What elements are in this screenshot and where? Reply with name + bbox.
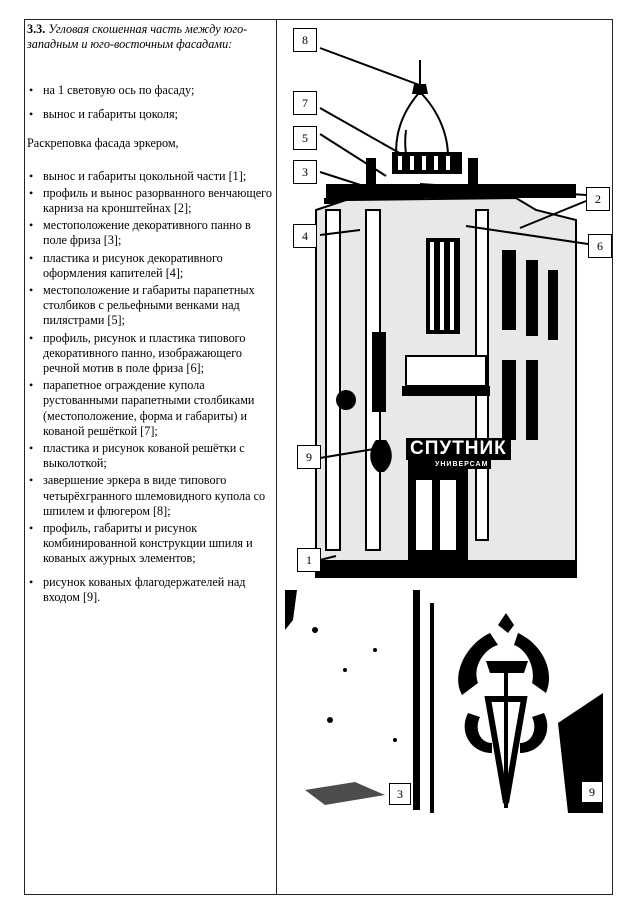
list-item: • завершение эркера в виде типового четырёхгранного шлемовидного купола со шпилем и флюгером [8]; — [27, 473, 273, 519]
store-sign-sub: УНИВЕРСАМ — [435, 461, 489, 468]
list-item: • профиль, габариты и рисунок комбинированной конструкции шпиля и кованых ажурных элементов; — [27, 521, 273, 567]
callout-5: 5 — [293, 126, 317, 150]
list-item: • местоположение декоративного панно в поле фриза [3]; — [27, 218, 273, 248]
subheading: Раскреповка фасада эркером, — [27, 136, 179, 151]
list-item: • пластика и рисунок декоративного оформления капителей [4]; — [27, 251, 273, 281]
callout-9: 9 — [297, 445, 321, 469]
callout-2: 2 — [586, 187, 610, 211]
callout-1: 1 — [297, 548, 321, 572]
detail-photo-3 — [285, 590, 420, 810]
list-item: • пластика и рисунок кованой решётки с выколоткой; — [27, 441, 273, 471]
list-item: • местоположение и габариты парапетных столбиков с рельефными венками над пилястрами [5]; — [27, 283, 273, 329]
callout-4: 4 — [293, 224, 317, 248]
callout-8: 8 — [293, 28, 317, 52]
list-item: • парапетное ограждение купола рустованными парапетными столбиками (местоположение, форма и габариты) и кованой решёткой [7]; — [27, 378, 273, 439]
detail-label-9: 9 — [581, 781, 603, 803]
list-item: • профиль и вынос разорванного венчающего карниза на кронштейнах [2]; — [27, 186, 273, 216]
detail-photo-9 — [428, 603, 603, 813]
detail-texture — [285, 590, 420, 810]
section-title: Угловая скошенная часть между юго-западным и юго-восточным фасадами: — [27, 22, 248, 51]
flag-holder-detail — [428, 603, 603, 813]
callout-3: 3 — [293, 160, 317, 184]
list-item: • рисунок кованых флагодержателей над входом [9]. — [27, 575, 273, 605]
list-item: • профиль, рисунок и пластика типового декоративного панно, изображающего речной мотив в поле фриза [6]; — [27, 331, 273, 377]
store-sign-main: СПУТНИК — [410, 438, 507, 459]
section-number: 3.3. — [27, 22, 46, 36]
callout-6: 6 — [588, 234, 612, 258]
list-item: • вынос и габариты цоколя; — [27, 107, 273, 122]
detail-label-3: 3 — [389, 783, 411, 805]
callout-7: 7 — [293, 91, 317, 115]
list-item: • вынос и габариты цокольной части [1]; — [27, 169, 273, 184]
list-item: • на 1 световую ось по фасаду; — [27, 83, 273, 98]
